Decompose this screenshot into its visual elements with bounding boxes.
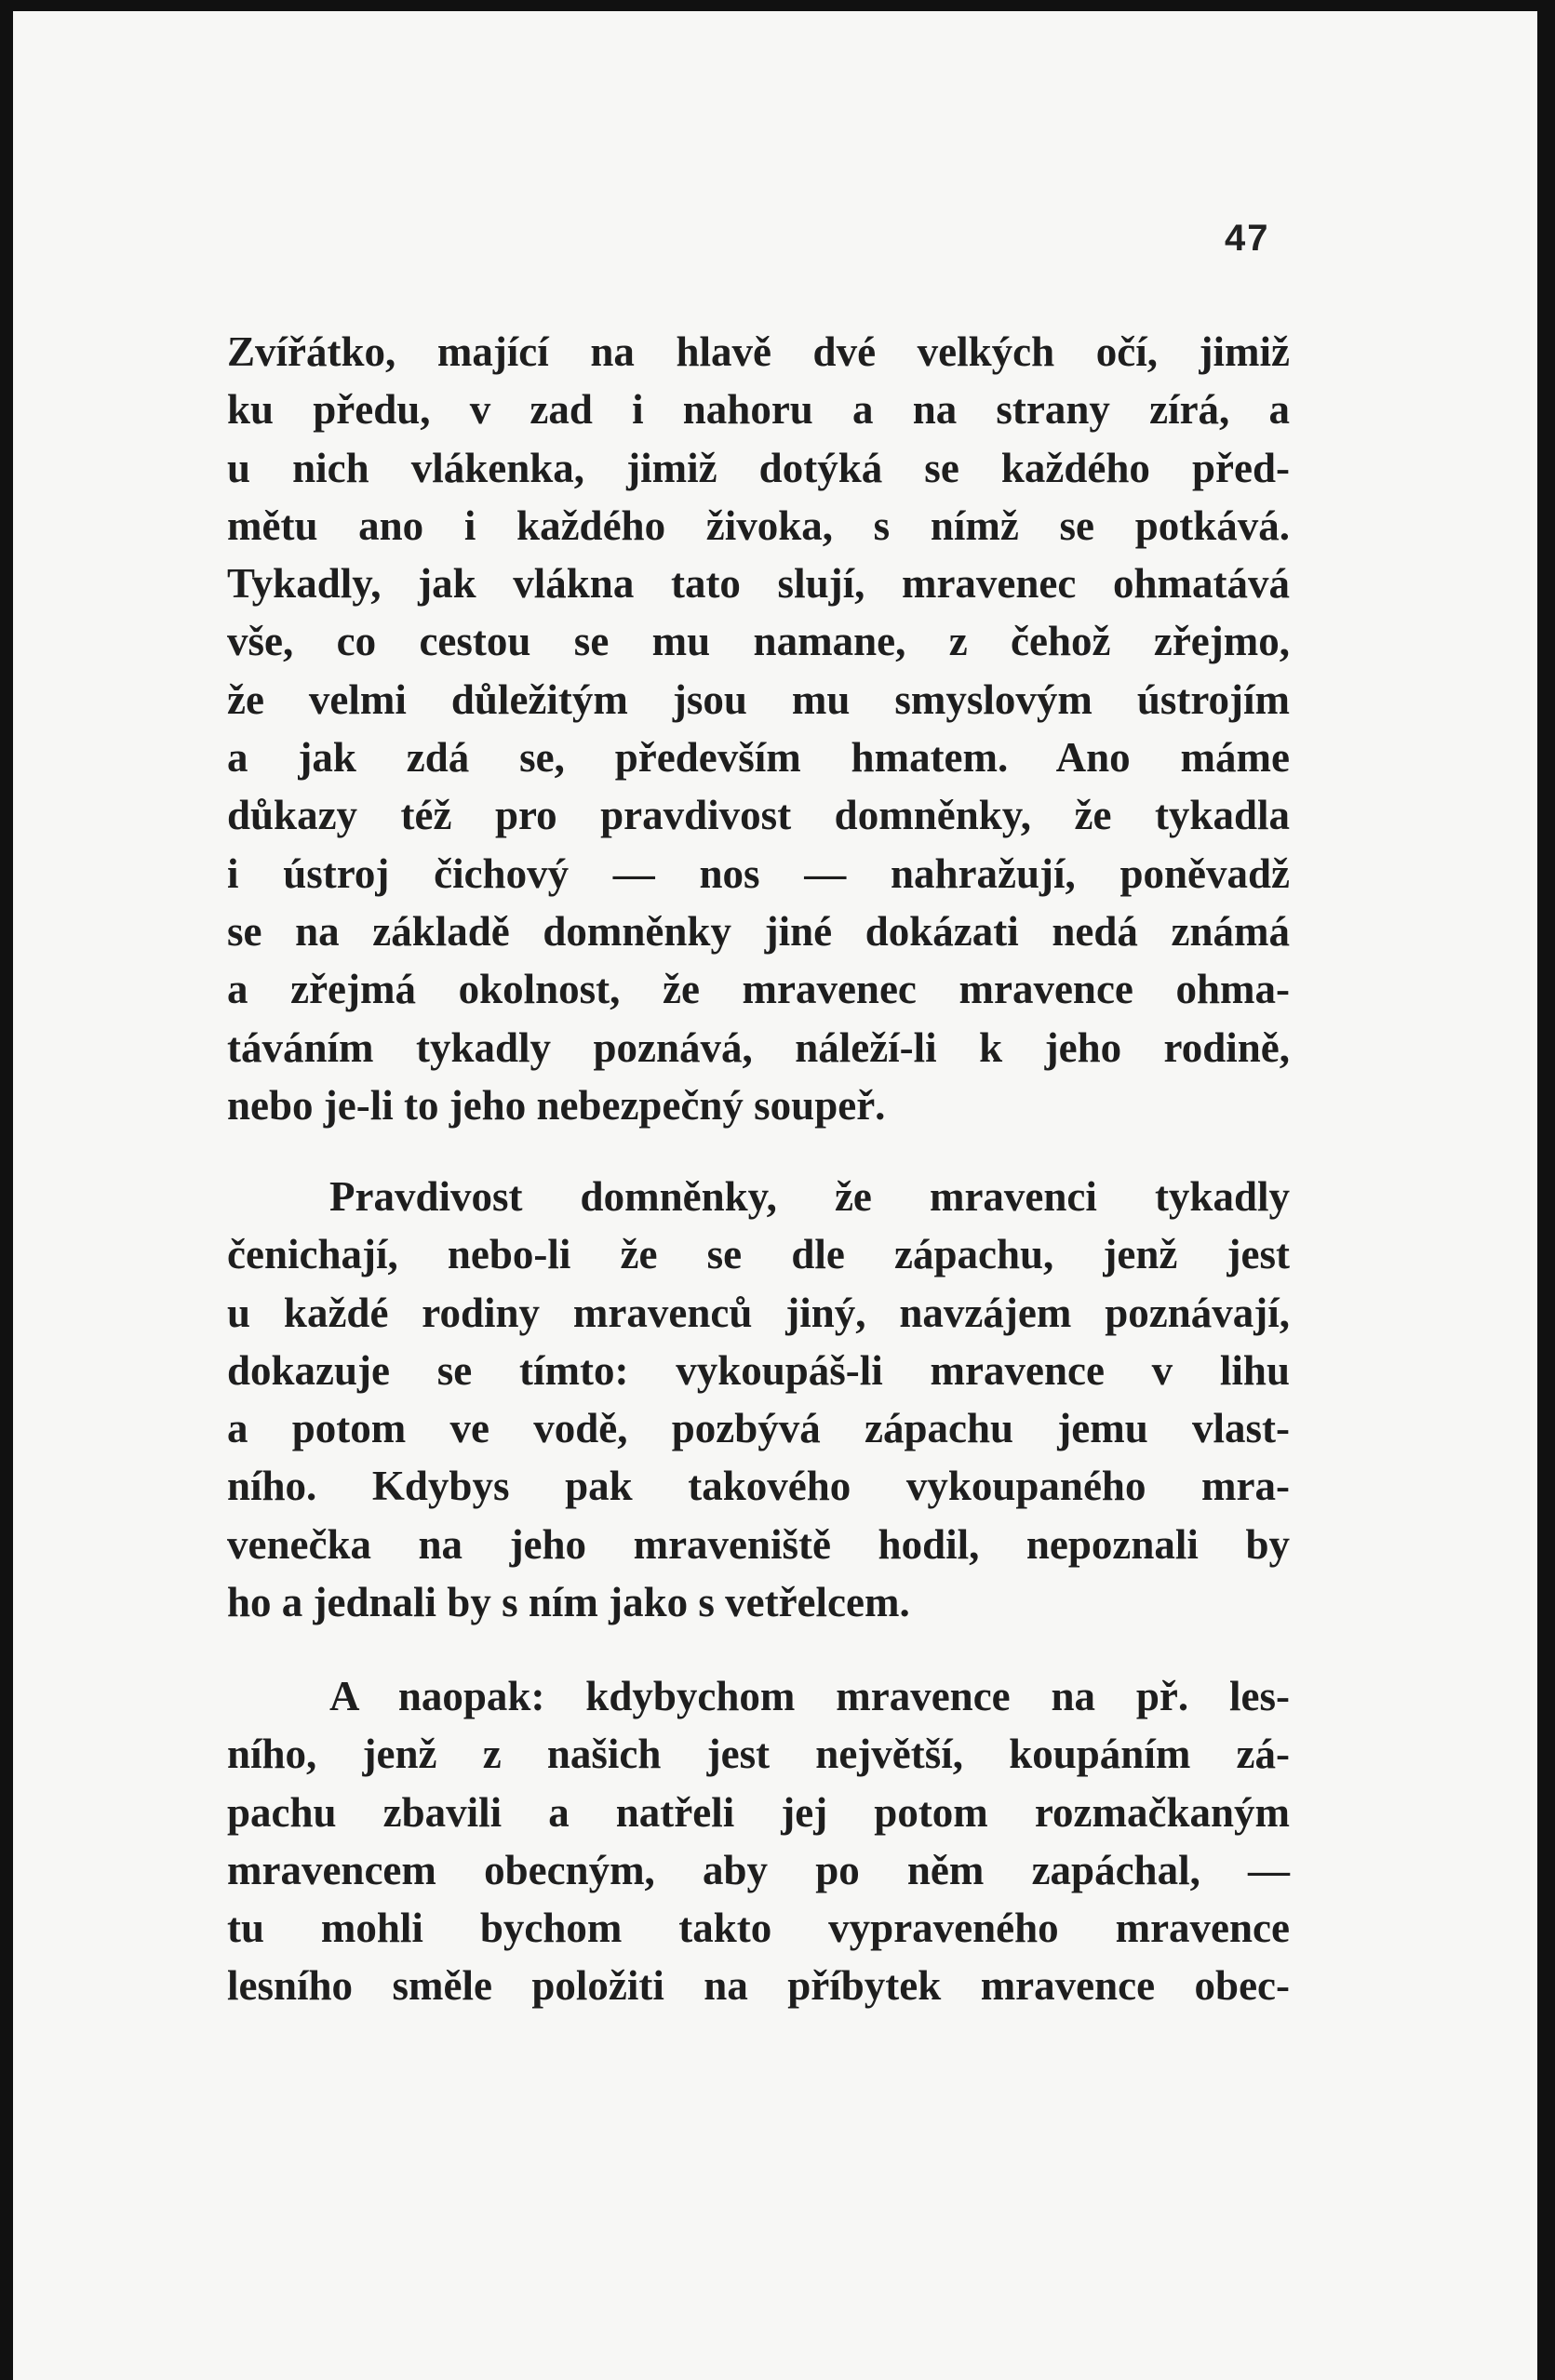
scan-edge-right [1537, 0, 1555, 2380]
paragraph-3 [227, 1667, 1290, 2015]
text-line: Zvířátko, mající na hlavě dvé velkých očí, jimiž [227, 328, 1290, 375]
scan-edge-top [0, 0, 1555, 11]
text-line: se na základě domněnky jiné dokázati nedá známá [227, 907, 1290, 955]
text-line: ního. Kdybys pak takového vykoupaného mra- [227, 1463, 1290, 1510]
text-line: nebo je-li to jeho nebezpečný soupeř. [227, 1081, 886, 1129]
text-line: důkazy též pro pravdivost domněnky, že tykadla [227, 792, 1290, 839]
text-line: Pravdivost domněnky, že mravenci tykadly [329, 1173, 1290, 1220]
text-line: ho a jednali by s ním jako s vetřelcem. [227, 1579, 910, 1626]
text-line: táváním tykadly poznává, náleží-li k jeho rodině, [227, 1023, 1290, 1071]
text-line: čenichají, nebo-li že se dle zápachu, jenž jest [227, 1231, 1290, 1278]
text-line: mravencem obecným, aby po něm zapáchal, — [227, 1846, 1290, 1893]
text-line: venečka na jeho mraveniště hodil, nepoznali by [227, 1520, 1290, 1568]
text-line: i ústroj čichový — nos — nahražují, poněvadž [227, 849, 1290, 897]
text-line: vše, co cestou se mu namane, z čehož zřejmo, [227, 618, 1290, 665]
text-line: pachu zbavili a natřeli jej potom rozmačkaným [227, 1788, 1290, 1836]
scan-edge-left [0, 0, 13, 2380]
paragraph-2 [227, 1168, 1290, 1631]
text-line: mětu ano i každého živoka, s nímž se potkává. [227, 501, 1290, 549]
text-line: A naopak: kdybychom mravence na př. les- [329, 1673, 1290, 1719]
text-line: lesního směle položiti na příbytek mravence obec- [227, 1962, 1290, 2010]
text-line: u nich vlákenka, jimiž dotýká se každého před- [227, 444, 1290, 491]
text-line: že velmi důležitým jsou mu smyslovým ústrojím [227, 675, 1290, 723]
text-line: a potom ve vodě, pozbývá zápachu jemu vlast- [227, 1405, 1290, 1452]
text-line: ku předu, v zad i nahoru a na strany zírá, a [227, 386, 1290, 434]
text-line: tu mohli bychom takto vypraveného mravence [227, 1905, 1290, 1952]
paragraph-1 [227, 323, 1290, 1134]
page-number: 47 [1225, 218, 1270, 259]
text-line: ního, jenž z našich jest největší, koupáním zá- [227, 1731, 1290, 1778]
text-line: a jak zdá se, především hmatem. Ano máme [227, 734, 1290, 782]
book-page [13, 11, 1537, 2380]
text-line: u každé rodiny mravenců jiný, navzájem poznávají, [227, 1289, 1290, 1336]
text-line: Tykadly, jak vlákna tato slují, mravenec ohmatává [227, 560, 1290, 608]
text-line: a zřejmá okolnost, že mravenec mravence ohma- [227, 966, 1290, 1013]
text-line: dokazuje se tímto: vykoupáš-li mravence v lihu [227, 1346, 1290, 1394]
